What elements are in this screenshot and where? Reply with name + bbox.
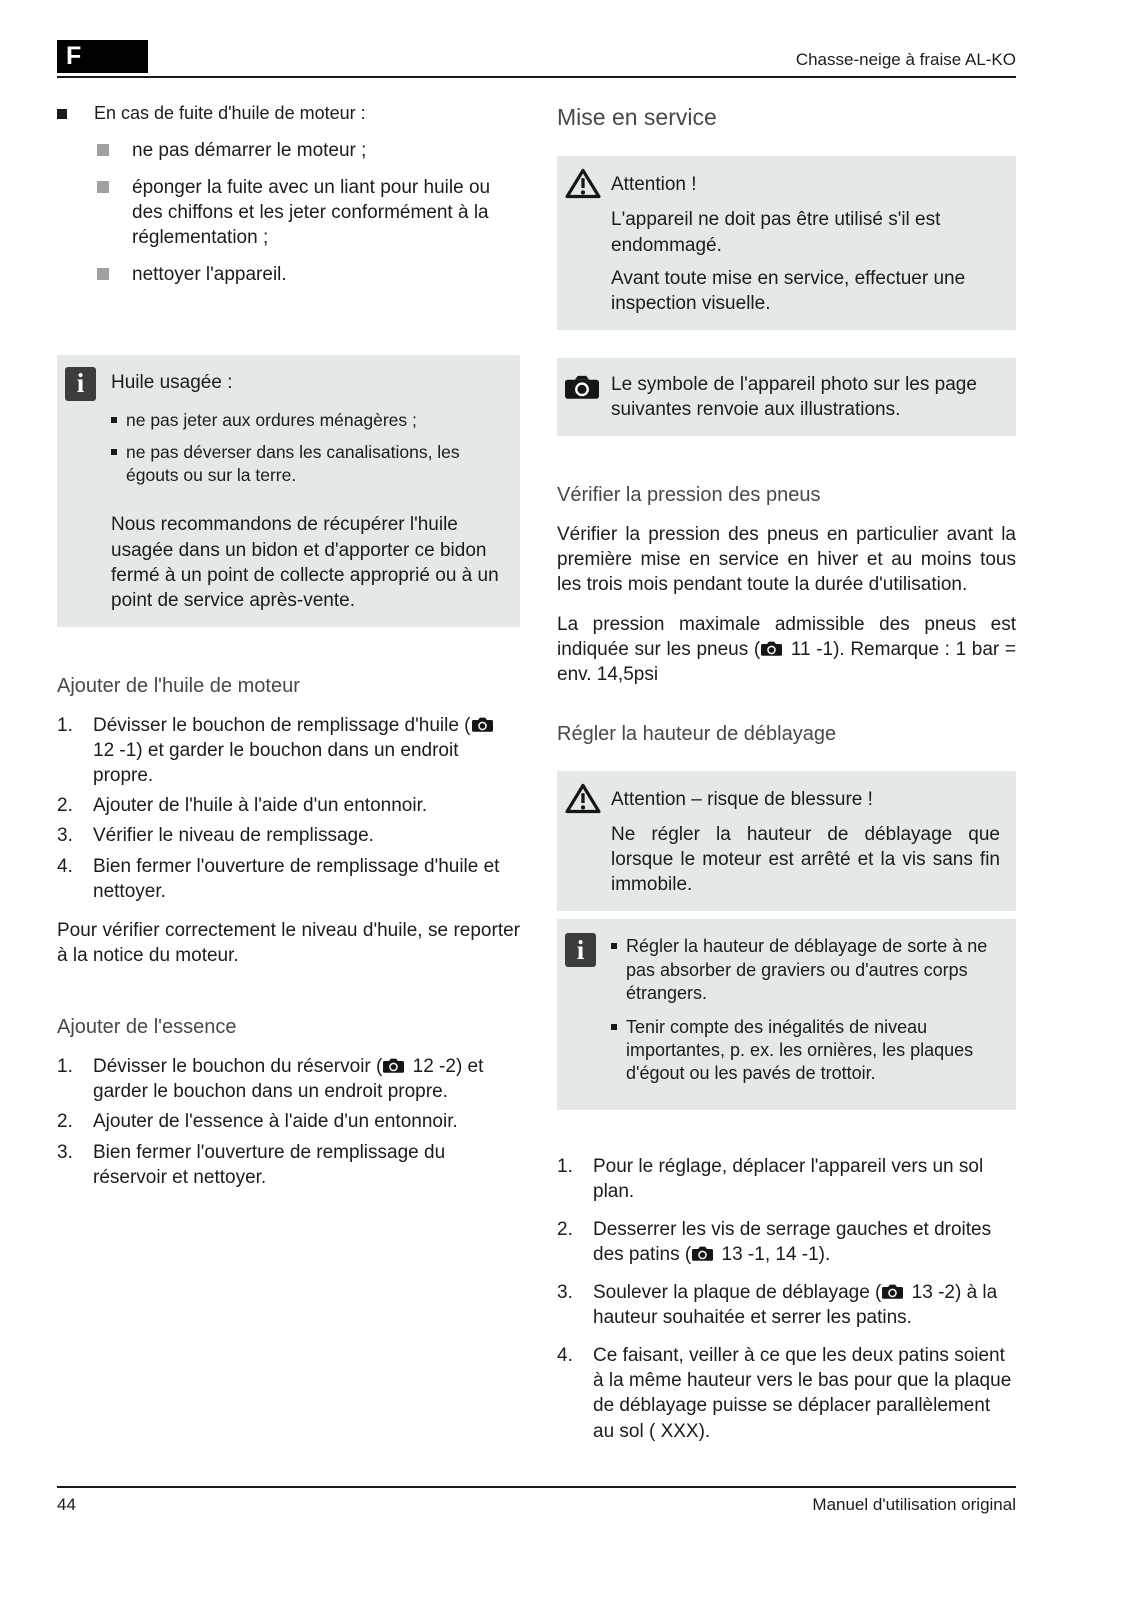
section-heading-clearing-height: Régler la hauteur de déblayage — [557, 722, 837, 745]
page-number: 44 — [57, 1495, 76, 1514]
clearing-bullet-list — [611, 935, 1000, 1085]
step-item — [57, 1140, 520, 1190]
bullet-marker — [111, 449, 117, 455]
bullet-item — [57, 102, 520, 126]
warning-box-injury — [557, 771, 1016, 911]
item-text: Bien fermer l'ouverture de remplissage du réservoir et nettoyer. — [93, 1141, 446, 1188]
item-text: Ajouter de l'essence à l'aide d'un entonnoir. — [93, 1111, 458, 1133]
warning-paragraph-2: Avant toute mise en service, effectuer une inspection visuelle. — [611, 267, 966, 314]
note-box-body — [611, 933, 1000, 1095]
step-number: 4. — [557, 1345, 573, 1367]
used-oil-note-box — [57, 355, 520, 627]
sub-bullet-item — [97, 175, 520, 250]
note-box-icon-column — [565, 933, 611, 1095]
info-icon — [565, 933, 596, 967]
step-item — [57, 854, 520, 904]
item-text: En cas de fuite d'huile de moteur : — [94, 103, 366, 123]
add-oil-steps — [57, 713, 520, 904]
item-text: nettoyer l'appareil. — [132, 264, 287, 286]
warning-paragraph: Ne régler la hauteur de déblayage que lorsque le moteur est arrêté et la vis sans fin immobile. — [611, 824, 1000, 896]
item-text: Dévisser le bouchon de remplissage d'huile ( 12 -1) et garder le bouchon dans un endroit propre. — [93, 713, 520, 788]
item-text: ne pas déverser dans les canalisations, les égouts ou sur la terre. — [126, 441, 460, 485]
clearing-note-box — [557, 919, 1016, 1109]
right-column — [557, 102, 1016, 1457]
note-bullet-item — [111, 409, 504, 432]
step-number: 1. — [57, 715, 73, 737]
item-text: Dévisser le bouchon du réservoir ( 12 -2) et garder le bouchon dans un endroit propre. — [93, 1056, 484, 1103]
clearing-steps — [557, 1154, 1016, 1444]
warning-icon-column — [565, 168, 611, 315]
step-number: 4. — [57, 855, 73, 877]
warning-box-body — [611, 168, 1000, 315]
item-text: ne pas démarrer le moteur ; — [132, 139, 367, 161]
camera-icon — [383, 1058, 404, 1073]
step-number: 2. — [557, 1218, 573, 1240]
step-item — [557, 1280, 1016, 1330]
camera-icon-column — [565, 372, 611, 422]
warning-paragraph-1: L'appareil ne doit pas être utilisé s'il est endommagé. — [611, 209, 941, 256]
camera-note-text: Le symbole de l'appareil photo sur les page suivantes renvoie aux illustrations. — [611, 373, 977, 420]
note-bullet-item — [611, 935, 1000, 1005]
warning-icon-column — [565, 783, 611, 897]
add-fuel-steps — [57, 1054, 520, 1189]
note-box-paragraph: Nous recommandons de récupérer l'huile usagée dans un bidon et d'apporter ce bidon fermé à un point de collecte approprié ou à un point de service après-vente. — [111, 514, 499, 611]
section-heading-tire-pressure: Vérifier la pression des pneus — [557, 483, 821, 506]
step-number: 2. — [57, 1111, 73, 1133]
bullet-marker — [611, 943, 617, 949]
sub-bullet-item — [97, 262, 520, 287]
note-box-body — [111, 367, 504, 613]
header-product-name: Chasse-neige à fraise AL-KO — [795, 50, 1016, 69]
bullet-marker — [611, 1024, 617, 1030]
camera-icon — [761, 641, 782, 656]
warning-icon — [565, 168, 611, 199]
step-number: 3. — [557, 1282, 573, 1304]
item-text: Pour le réglage, déplacer l'appareil vers un sol plan. — [593, 1155, 984, 1202]
step-item — [57, 823, 520, 848]
oil-level-note: Pour vérifier correctement le niveau d'huile, se reporter à la notice du moteur. — [57, 919, 520, 966]
step-item — [57, 1109, 520, 1134]
warning-box-body — [611, 783, 1000, 897]
camera-icon — [472, 717, 493, 732]
bullet-marker — [111, 417, 117, 423]
item-text: éponger la fuite avec un liant pour huile ou des chiffons et les jeter conformément à la réglementation ; — [132, 176, 491, 248]
section-heading-add-fuel: Ajouter de l'essence — [57, 1015, 237, 1038]
bullet-marker — [97, 144, 109, 156]
note-box-title: Huile usagée : — [111, 372, 233, 394]
item-text: Ce faisant, veiller à ce que les deux patins soient à la même hauteur vers le bas pour que la plaque de déblayage puisse se déplacer parallèlement au sol ( XXX). — [593, 1345, 1012, 1442]
step-item — [557, 1343, 1016, 1443]
bullet-marker — [97, 268, 109, 280]
page-header — [57, 40, 1016, 73]
warning-box-damage — [557, 156, 1016, 329]
item-text: Tenir compte des inégalités de niveau importantes, p. ex. les ornières, les plaques d'égout ou les pavés de trottoir. — [626, 1016, 974, 1084]
warning-title: Attention ! — [611, 174, 697, 196]
step-item — [57, 1054, 520, 1104]
content-columns — [57, 102, 1016, 1457]
step-item — [57, 793, 520, 818]
footer-title: Manuel d'utilisation original — [812, 1495, 1016, 1514]
camera-icon — [882, 1284, 903, 1299]
item-text: Ajouter de l'huile à l'aide d'un entonnoir. — [93, 795, 428, 817]
bullet-marker — [57, 109, 67, 119]
step-number: 1. — [557, 1155, 573, 1177]
camera-icon — [565, 375, 611, 399]
item-text: Desserrer les vis de serrage gauches et droites des patins ( 13 -1, 14 -1). — [593, 1218, 992, 1266]
tire-paragraph-1: Vérifier la pression des pneus en particulier avant la première mise en service en hiver et au moins tous les trois mois pendant toute la durée d'utilisation. — [557, 524, 1016, 596]
warning-icon — [565, 783, 611, 814]
step-number: 3. — [57, 1141, 73, 1163]
oil-leak-bullet-list — [57, 102, 520, 126]
section-heading-add-oil: Ajouter de l'huile de moteur — [57, 674, 300, 697]
step-number: 3. — [57, 825, 73, 847]
item-text: Soulever la plaque de déblayage ( 13 -2) à la hauteur souhaitée et serrer les patins. — [593, 1282, 998, 1329]
note-box-icon-column — [65, 367, 111, 613]
oil-leak-sub-list — [97, 138, 520, 287]
camera-note-box — [557, 358, 1016, 436]
used-oil-bullet-list — [111, 409, 504, 486]
step-item — [557, 1217, 1016, 1267]
camera-note-body — [611, 372, 1000, 422]
page-footer — [57, 1486, 1016, 1515]
step-number: 2. — [57, 795, 73, 817]
info-icon-glyph: i — [576, 934, 585, 965]
item-text: Régler la hauteur de déblayage de sorte à ne pas absorber de graviers ou d'autres corps étrangers. — [626, 936, 988, 1004]
note-bullet-item — [111, 441, 504, 487]
warning-title: Attention – risque de blessure ! — [611, 789, 873, 811]
sub-bullet-item — [97, 138, 520, 163]
language-code: F — [66, 42, 82, 70]
step-item — [57, 713, 520, 788]
info-icon-glyph: i — [76, 368, 85, 399]
chapter-heading: Mise en service — [557, 104, 717, 130]
info-icon — [65, 367, 96, 401]
language-badge — [57, 40, 148, 73]
camera-icon — [692, 1246, 713, 1261]
left-column — [57, 102, 520, 1457]
item-text: Vérifier le niveau de remplissage. — [93, 825, 374, 847]
item-text: Bien fermer l'ouverture de remplissage d'huile et nettoyer. — [93, 855, 500, 902]
step-number: 1. — [57, 1056, 73, 1078]
header-rule — [57, 76, 1016, 78]
bullet-marker — [97, 181, 109, 193]
step-item — [557, 1154, 1016, 1204]
tire-paragraph-2: La pression maximale admissible des pneus est indiquée sur les pneus ( 11 -1). Remarque : 1 bar = env. 14,5psi — [557, 613, 1016, 685]
item-text: ne pas jeter aux ordures ménagères ; — [126, 410, 417, 431]
note-bullet-item — [611, 1016, 1000, 1086]
